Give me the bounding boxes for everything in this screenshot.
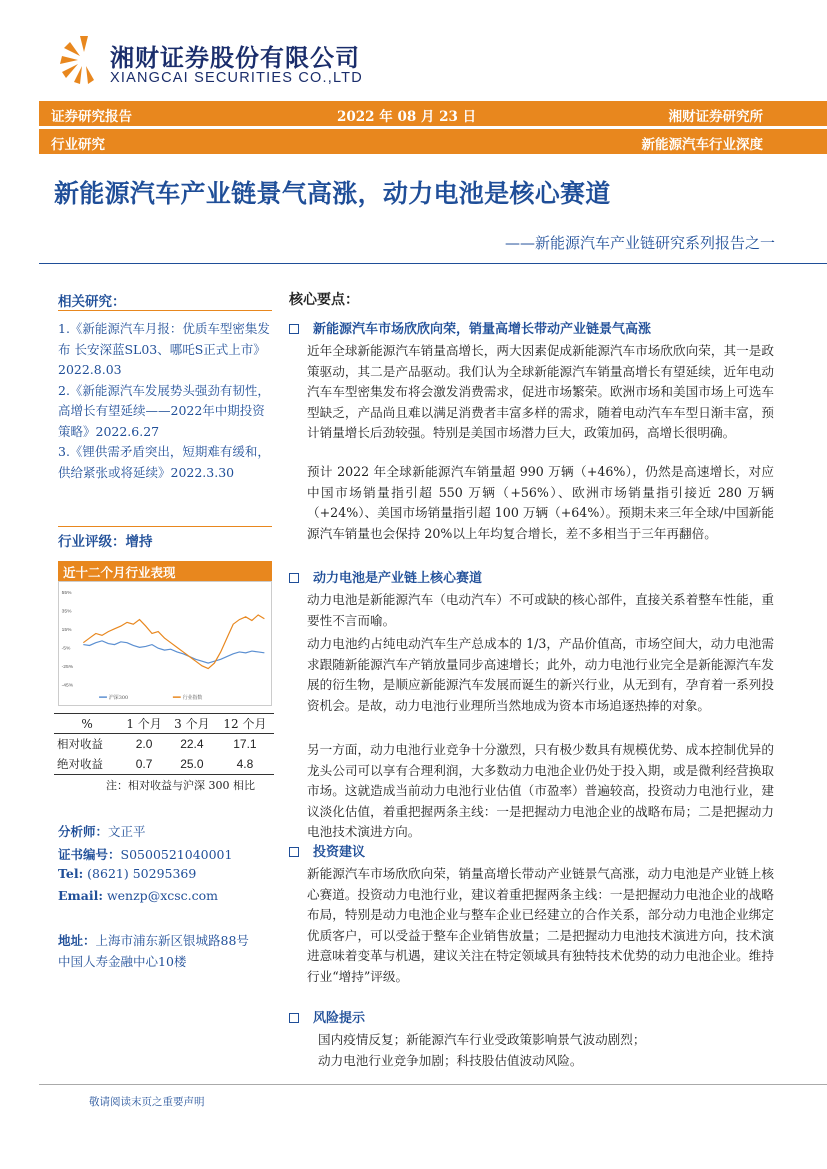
institute-name: 湘财证券研究所 bbox=[668, 109, 763, 125]
paragraph: 动力电池行业竞争加剧；科技股估值波动风险。 bbox=[318, 1053, 583, 1068]
y-tick-label: 15% bbox=[61, 627, 72, 633]
divider bbox=[39, 263, 827, 264]
divider bbox=[39, 1084, 827, 1085]
paragraph: 国内疫情反复；新能源汽车行业受政策影响景气波动剧烈； bbox=[318, 1032, 646, 1047]
related-research-heading: 相关研究： bbox=[58, 294, 126, 310]
paragraph: 新能源汽车市场欣欣向荣，销量高增长带动产业链景气高涨，动力电池是产业链上核心赛道。投资动力电池行业，建议着重把握两条主线：一是把握动力电池企业的战略布局，特别是动力电池企业与整车企业已经建立的合作关系，部分动力电池企业绑定优质客户，可以受益于整车企业销售放量；二是把握动力电池技术演进方向，技术演进意味着变革与机遇，建议关注在特定领域具有独特技术优势的动力电池企业。维持行业“增持”评级。 bbox=[307, 866, 774, 984]
address-line: 中国人寿金融中心10楼 bbox=[58, 954, 187, 969]
table-header: 12 个月 bbox=[216, 714, 274, 734]
report-category: 行业研究 bbox=[51, 137, 105, 153]
table-cell: 22.4 bbox=[180, 737, 204, 751]
table-row bbox=[54, 734, 274, 755]
company-name-en: XIANGCAI SECURITIES CO.,LTD bbox=[110, 70, 363, 86]
report-type: 证券研究报告 bbox=[51, 109, 132, 125]
related-research-list bbox=[58, 319, 272, 483]
report-series-tag: 新能源汽车行业深度 bbox=[641, 137, 763, 153]
table-header: % bbox=[54, 714, 120, 734]
section-heading: 新能源汽车市场欣欣向荣，销量高增长带动产业链景气高涨 bbox=[289, 318, 651, 337]
checkbox-square-icon bbox=[289, 1013, 299, 1023]
certificate bbox=[58, 845, 232, 863]
footer-disclaimer: 敬请阅读末页之重要声明 bbox=[89, 1096, 205, 1108]
y-tick-label: 35% bbox=[61, 609, 72, 615]
analyst bbox=[58, 822, 146, 840]
cert-number: S0500521040001 bbox=[120, 847, 233, 862]
tel-label: Tel: bbox=[58, 866, 84, 881]
cert-label: 证书编号： bbox=[58, 847, 121, 862]
tel-number: (8621) 50295369 bbox=[87, 866, 197, 881]
address-line: 上海市浦东新区银城路88号 bbox=[95, 933, 249, 948]
divider bbox=[58, 310, 272, 311]
email-label: Email: bbox=[58, 888, 103, 903]
series-line bbox=[83, 641, 264, 663]
research-link[interactable]: 3.《锂供需矛盾突出，短期难有缓和，供给紧张或将延续》2022.3.30 bbox=[58, 444, 270, 480]
paragraph: 近年全球新能源汽车销量高增长，两大因素促成新能源汽车市场欣欣向荣，其一是政策驱动，其二是产品驱动。我们认为全球新能源汽车销量高增长有望延续，近年电动汽车车型密集发布将会激发消费需求，促进市场繁荣。欧洲市场和美国市场上可选车型缺乏，产品尚且难以满足消费者丰富多样的需求，随着电动汽车车型日渐丰富，预计销量增长后劲较强。特别是美国市场潜力巨大，政策加码，高增长很明确。 bbox=[307, 343, 774, 440]
y-tick-label: -25% bbox=[61, 664, 74, 670]
checkbox-square-icon bbox=[289, 573, 299, 583]
divider bbox=[58, 526, 272, 527]
paragraph: 动力电池约占纯电动汽车生产总成本的 1/3，产品价值高，市场空间大，动力电池需求跟随新能源汽车产销放量同步高速增长；此外，动力电池行业完全是新能源汽车发展的衍生物，是顺应新能源汽车发展而诞生的新兴行业，从无到有，孕育着一系列投资机会。是故，动力电池行业理所当然地成为资本市场追逐热捧的对象。 bbox=[307, 636, 774, 713]
paragraph: 动力电池是新能源汽车（电动汽车）不可或缺的核心部件，直接关系着整车性能，重要性不言而喻。 bbox=[307, 592, 774, 628]
paragraph: 另一方面，动力电池行业竞争十分激烈，只有极少数具有规模优势、成本控制优异的龙头公司可以享有合理利润，大多数动力电池企业仍处于投入期，或是微利经营换取市场。这就造成当前动力电池行业估值（市盈率）普遍较高，投资动力电池行业，建议淡化估值，着重把握两条主线：一是把握动力电池企业的战略布局；二是把握动力电池技术演进方向。 bbox=[307, 742, 774, 839]
research-link[interactable]: 2.《新能源汽车发展势头强劲有韧性，高增长有望延续——2022年中期投资策略》2022.6.27 bbox=[58, 382, 270, 439]
page-title: 新能源汽车产业链景气高涨，动力电池是核心赛道 bbox=[54, 179, 611, 208]
table-header: 1 个月 bbox=[120, 714, 168, 734]
section-heading: 动力电池是产业链上核心赛道 bbox=[289, 567, 482, 586]
paragraph: 预计 2022 年全球新能源汽车销量超 990 万辆（+46%），仍然是高速增长，对应中国市场销量指引超 550 万辆（+56%）、欧洲市场销量指引接近 280 万辆（+24%）、美国市场销量指引超 100 万辆（+64%）。预期未来三年全球/中国新能源汽车销量也会保持 20%以上年均复合增长，差不多相当于三年再翻倍。 bbox=[307, 464, 774, 541]
checkbox-square-icon bbox=[289, 847, 299, 857]
table-cell: 25.0 bbox=[168, 754, 216, 775]
legend-label: 沪深300 bbox=[108, 695, 129, 702]
analyst-label: 分析师： bbox=[58, 824, 109, 839]
checkbox-square-icon bbox=[289, 324, 299, 334]
y-tick-label: -45% bbox=[61, 683, 74, 689]
performance-line-chart bbox=[58, 581, 272, 706]
table-cell: 4.8 bbox=[216, 754, 274, 775]
row-label: 绝对收益 bbox=[54, 754, 120, 775]
industry-rating: 行业评级：增持 bbox=[58, 534, 153, 550]
header-band-bottom bbox=[39, 129, 827, 154]
analyst-name: 文正平 bbox=[108, 824, 146, 839]
series-line bbox=[83, 615, 264, 669]
address-label: 地址： bbox=[58, 933, 96, 948]
y-tick-label: -5% bbox=[61, 646, 71, 652]
page-subtitle: ——新能源汽车产业链研究系列报告之一 bbox=[504, 234, 775, 252]
performance-table bbox=[54, 713, 274, 775]
report-date: 2022 年 08 月 23 日 bbox=[337, 109, 477, 125]
section-heading: 投资建议 bbox=[289, 841, 365, 860]
table-row bbox=[54, 754, 274, 775]
table-note: 注：相对收益与沪深 300 相比 bbox=[106, 779, 255, 792]
research-link[interactable]: 1.《新能源汽车月报：优质车型密集发布 长安深蓝SL03、哪吒S正式上市》2022.8.03 bbox=[58, 321, 270, 377]
y-tick-label: 55% bbox=[61, 590, 72, 596]
table-cell: 2.0 bbox=[135, 737, 153, 751]
section-heading: 风险提示 bbox=[289, 1007, 365, 1026]
email-address[interactable]: wenzp@xcsc.com bbox=[106, 888, 219, 903]
table-header: 3 个月 bbox=[168, 714, 216, 734]
company-logo-icon bbox=[58, 34, 106, 86]
telephone bbox=[58, 866, 196, 881]
performance-chart-title: 近十二个月行业表现 bbox=[58, 561, 272, 581]
email bbox=[58, 888, 218, 903]
header-band-top bbox=[39, 101, 827, 126]
legend-label: 行业指数 bbox=[182, 695, 203, 702]
core-points-heading: 核心要点： bbox=[289, 292, 359, 308]
company-name-cn: 湘财证券股份有限公司 bbox=[110, 44, 360, 72]
address bbox=[58, 931, 249, 949]
table-cell: 17.1 bbox=[233, 737, 257, 751]
row-label: 相对收益 bbox=[57, 737, 103, 751]
table-cell: 0.7 bbox=[120, 754, 168, 775]
